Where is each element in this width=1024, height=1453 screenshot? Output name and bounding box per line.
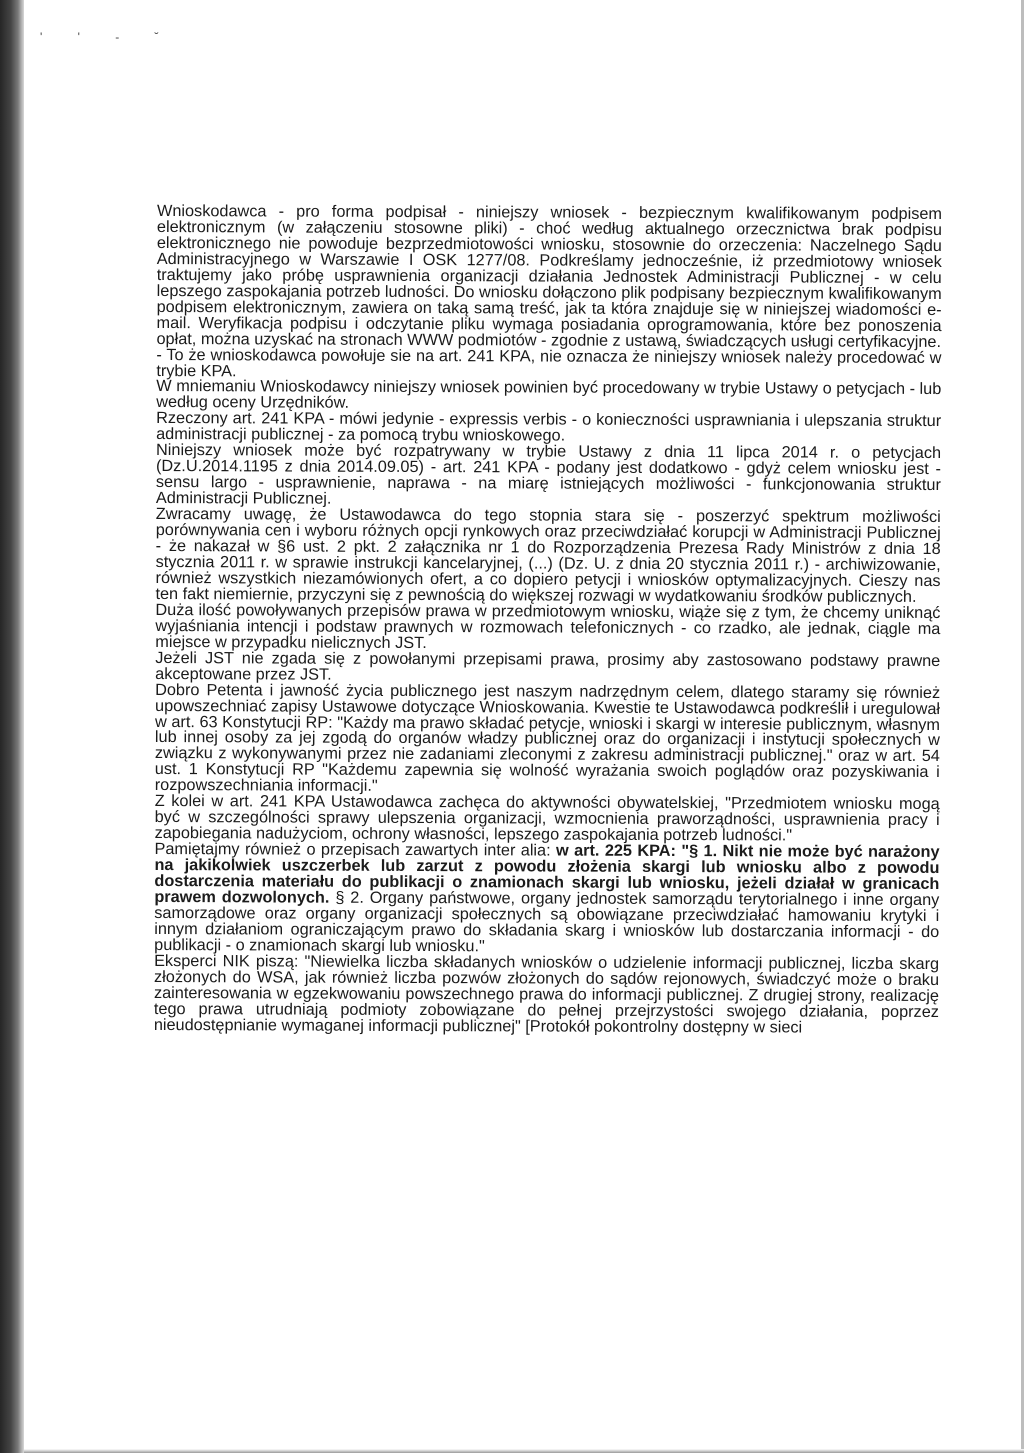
paragraph-art-225 [154,842,939,957]
art-225-bold-quote: w art. 225 KPA: "§ 1. Nikt nie może być narażony na jakikolwiek uszczerbek lub zarzut z powodu złożenia skargi lub wniosku albo z powodu dostarczenia materiału do publikacji o znamionach skargi lub wniosku, jeżeli działał w granicach prawem dozwolonych. [154,841,940,907]
paragraph-archiving: Zwracamy uwagę, że Ustawodawca do tego stopnia stara się - poszerzyć spektrum możliwości porównywania cen i wyboru różnych opcji rynkowych oraz przeciwdziałać korupcji w Administracji Publicznej - że nakazał w §6 ust. 2 pkt. 2 załącznika nr 1 do Rozporządzenia Prezesa Rady Ministrów z dnia 18 stycznia 2011 r. w sprawie instrukcji kancelaryjnej, (...) (Dz. U. z dnia 20 stycznia 2011 r.) - archiwizowanie, również wszystkich niezamówionych ofert, a co dopiero petycji i wniosków optymalizacyjnych. Cieszy nas ten fakt niemiernie, przyczyni się z pewnością do większej rozwagi w wydatkowaniu środków publicznych. [155,505,941,606]
scan-border-bottom [24,1449,1024,1453]
paragraph-petition-mode: W mniemaniu Wnioskodawcy niniejszy wniosek powinien być procedowany w trybie Ustawy o petycjach - lub według oceny Urzędników. [156,377,942,413]
paragraph-kpa-note: - To że wnioskodawca powołuje sie na art. 241 KPA, nie oznacza że niniejszy wniosek należy procedować w trybie KPA. [156,345,942,380]
paragraph-legal-basis: Duża ilość powoływanych przepisów prawa w przedmiotowym wniosku, wiąże się z tym, że chcemy uniknąć wyjaśniania intencji i podstaw prawnych w rozmowach telefonicznych - co rzadko, ale jednak, ciągle ma miejsce w przypadku nielicznych JST. [155,600,941,652]
paragraph-signature-note: Wnioskodawca - pro forma podpisał - niniejszy wniosek - bezpiecznym kwalifikowanym podpisem elektronicznym (w załączeniu stosowne pliki) - choć według aktualnego orzecznictwa brak podpisu elektronicznego nie powoduje bezprzedmiotowości wniosku, stosownie do orzeczenia: Naczelnego Sądu Administracyjnego w Warszawie I OSK 1277/08. Podkreślamy jednocześnie, iż przedmiotowy wniosek traktujemy jako próbę usprawnienia organizacji działania Jednostek Administracji Publicznej - w celu lepszego zaspokajania potrzeb ludności. Do wniosku dołączono plik podpisany bezpiecznym kwalifikowanym podpisem elektronicznym, zawiera on taką samą treść, jak ta która znajduje się w niniejszej wiadomości e-mail. Weryfikacja podpisu i odczytanie pliku wymaga posiadania oprogramowania, które bez ponoszenia opłat, można uzyskać na stronach WWW podmiotów - zgodnie z ustawą, świadczących usługi certyfikacyjne. [156,202,943,351]
scan-specks: ' ' ‐ ˘ [40,30,175,44]
scan-border-left [0,0,24,1453]
paragraph-art-241: Rzeczony art. 241 KPA - mówi jedynie - expressis verbis - o konieczności usprawniania i ulepszania struktur administracji publicznej - za pomocą trybu wnioskowego. [156,409,942,445]
art-225-rest: § 2. Organy państwowe, organy jednostek samorządu terytorialnego i inne organy samorządowe oraz organy organizacji społecznych są obowiązane przeciwdziałać hamowaniu krytyki i innym działaniom ograniczającym prawo do składania skarg i wniosków lub dostarczania informacji - do publikacji - o znamionach skargi lub wniosku." [154,888,940,956]
document-body [154,204,942,1037]
paragraph-nik-experts: Eksperci NIK piszą: "Niewielka liczba składanych wniosków o udzielenie informacji publicznej, liczba skarg złożonych do WSA, jak również liczba pozwów złożonych do sądów rejonowych, świadczyć może o braku zainteresowania w egzekwowaniu powszechnego prawa do informacji publicznej. Z drugiej strony, realizację tego prawa utrudniają podmioty zobowiązane do pełnej przejrzystości swojego działania, poprzez nieudostępnianie wymaganej informacji publicznej" [Protokół pokontrolny dostępny w sieci [153,951,940,1037]
paragraph-jst-consent: Jeżeli JST nie zgada się z powołanymi przepisami prawa, prosimy aby zastosowano podstawy prawne akceptowane przez JST. [155,648,941,684]
paragraph-constitution: Dobro Petenta i jawność życia publicznego jest naszym nadrzędnym celem, dlatego staramy się również upowszechniać zapisy Ustawowe dotyczące Wnioskowania. Kwestie te Ustawodawca podkreślił i uregulował w art. 63 Konstytucji RP: "Każdy ma prawo składać petycje, wnioski i skargi w interesie publicznym, własnym lub innej osoby za jej zgodą do organów władzy publicznej oraz do organizacji i instytucji społecznych w związku z wykonywanymi przez nie zadaniami zleconymi z zakresu administracji publicznej." oraz w art. 54 ust. 1 Konstytucji RP "Każdemu zapewnia się wolność wyrażania swoich poglądów oraz pozyskiwania i rozpowszechniania informacji." [154,680,941,796]
paragraph-art-241-quote: Z kolei w art. 241 KPA Ustawodawca zachęca do aktywności obywatelskiej, "Przedmiotem wniosku mogą być w szczególności sprawy ulepszenia organizacji, wzmocnienia praworządności, usprawnienia pracy i zapobiegania nadużyciom, ochrony własności, lepszego zaspokajania potrzeb ludności." [154,792,940,845]
paragraph-petitions-act: Niniejszy wniosek może być rozpatrywany w trybie Ustawy z dnia 11 lipca 2014 r. o petycjach (Dz.U.2014.1195 z dnia 2014.09.05) - art. 241 KPA - podany jest dodatkowo - gdyż celem wniosku jest - sensu largo - usprawnienie, naprawa - na miarę istniejących możliwości - funkcjonowania struktur Administracji Publicznej. [155,441,942,508]
art-225-lead: Pamiętajmy również o przepisach zawartych inter alia: [154,840,557,860]
